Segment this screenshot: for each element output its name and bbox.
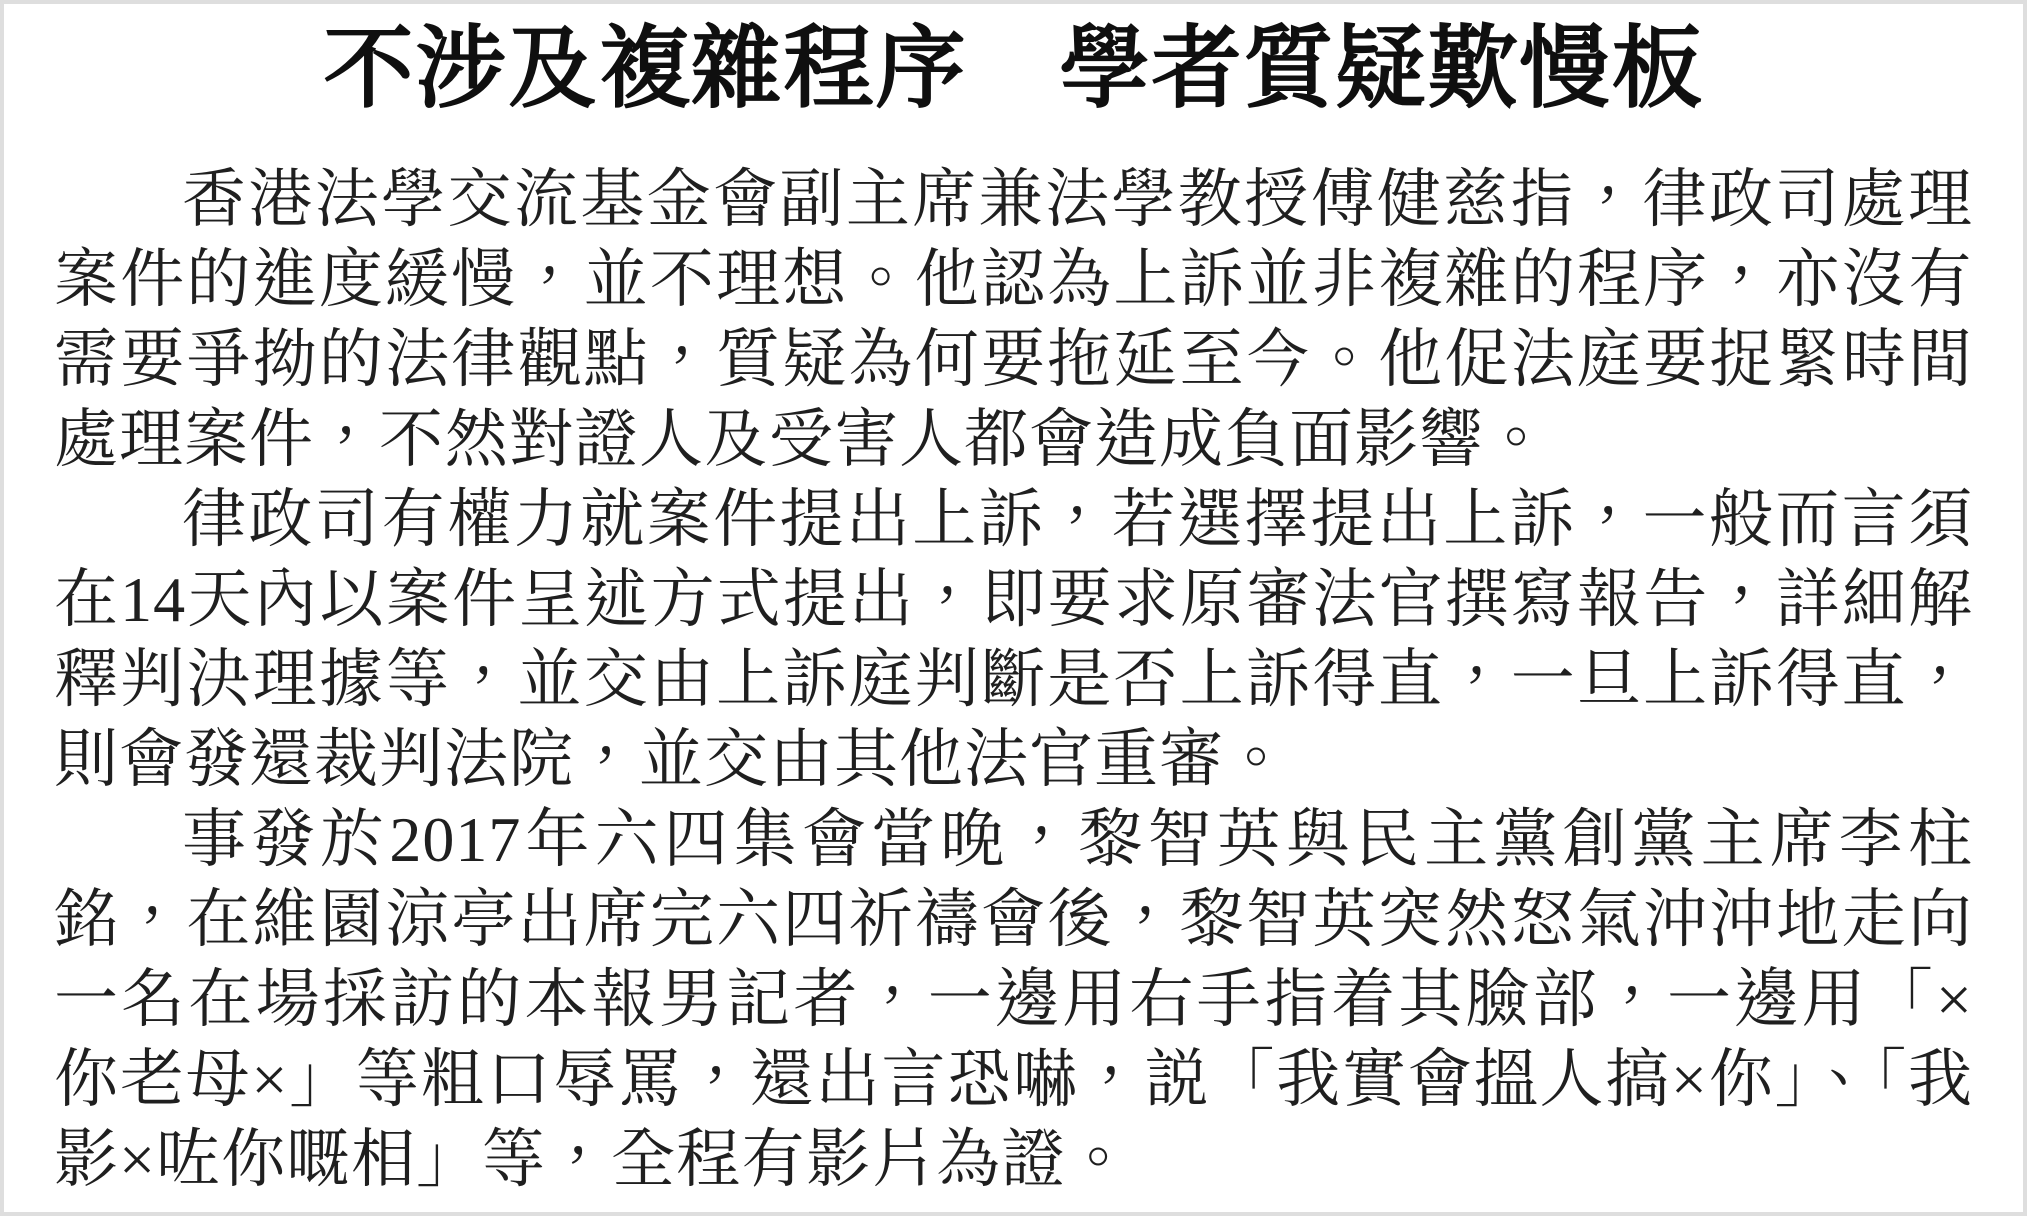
article-paragraph-1: 香港法學交流基金會副主席兼法學教授傅健慈指，律政司處理案件的進度緩慢，並不理想。他認為上訴並非複雜的程序，亦沒有需要爭拗的法律觀點，質疑為何要拖延至今。他促法庭要捉緊時間處理案件，不然對證人及受害人都會造成負面影響。 — [54, 164, 1973, 475]
article-paragraph-2: 律政司有權力就案件提出上訴，若選擇提出上訴，一般而言須在14天內以案件呈述方式提出，即要求原審法官撰寫報告，詳細解釋判決理據等，並交由上訴庭判斷是否上訴得直，一旦上訴得直，則會發還裁判法院，並交由其他法官重審。 — [54, 484, 1973, 795]
article-paragraph-3: 事發於2017年六四集會當晚，黎智英與民主黨創黨主席李柱銘，在維園涼亭出席完六四祈禱會後，黎智英突然怒氣沖沖地走向一名在場採訪的本報男記者，一邊用右手指着其臉部，一邊用「×你老母×」等粗口辱罵，還出言恐嚇，説「我實會搵人搞×你」、「我影×咗你嘅相」等，全程有影片為證。 — [54, 804, 1973, 1195]
article-body — [54, 160, 1973, 1200]
article-headline: 不涉及複雜程序 學者質疑歎慢板 — [323, 19, 1704, 119]
